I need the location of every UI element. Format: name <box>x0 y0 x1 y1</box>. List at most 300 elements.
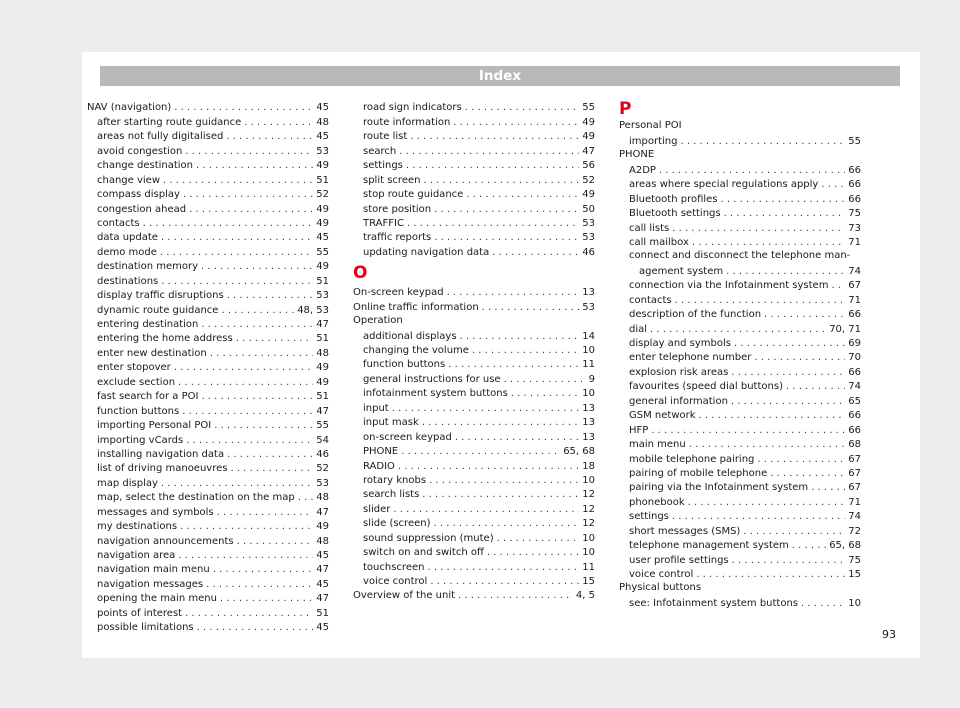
index-section-letter: O <box>353 262 368 283</box>
index-entry-term: see: Infotainment system buttons <box>629 597 799 609</box>
index-entry <box>619 321 861 335</box>
index-entry <box>353 559 595 573</box>
index-entry-term: change destination <box>97 160 194 172</box>
index-entry-page-ref: 12 <box>582 489 595 501</box>
index-column-2 <box>353 100 595 602</box>
index-entry-leader-dots <box>196 159 313 172</box>
index-entry-leader-dots <box>786 380 845 393</box>
index-entry <box>87 576 329 590</box>
index-entry-leader-dots <box>504 373 586 386</box>
index-entry <box>619 177 861 191</box>
index-entry <box>87 418 329 432</box>
index-entry-leader-dots <box>210 347 314 360</box>
index-entry-leader-dots <box>226 130 313 143</box>
index-entry <box>353 158 595 172</box>
index-entry-term: messages and symbols <box>97 506 214 518</box>
index-entry <box>619 364 861 378</box>
index-entry-page-ref: 45 <box>316 102 329 114</box>
index-entry <box>619 523 861 537</box>
index-entry-term: RADIO <box>363 460 395 472</box>
index-entry-term: search <box>363 145 397 157</box>
index-entry-term: A2DP <box>629 164 656 176</box>
index-entry <box>353 444 595 458</box>
index-entry <box>353 230 595 244</box>
index-entry-term: agement system <box>639 265 724 277</box>
index-entry-term: voice control <box>363 576 428 587</box>
index-entry <box>87 187 329 201</box>
index-entry-term: touchscreen <box>363 561 425 573</box>
page-number: 93 <box>882 628 896 641</box>
index-entry <box>87 288 329 302</box>
index-entry <box>87 504 329 518</box>
index-entry-page-ref: 45 <box>316 232 329 244</box>
index-entry-term: list of driving manoeuvres <box>97 463 228 475</box>
index-entry <box>87 533 329 547</box>
index-entry-leader-dots <box>754 351 845 364</box>
index-entry-page-ref: 55 <box>848 135 861 147</box>
index-entry-term: rotary knobs <box>363 474 427 486</box>
index-entry-page-ref: 10 <box>848 597 861 609</box>
index-entry-leader-dots <box>511 387 579 400</box>
index-heading: PHONE <box>619 148 655 160</box>
index-entry <box>353 100 595 114</box>
index-entry-leader-dots <box>675 294 846 307</box>
index-entry <box>619 437 861 451</box>
index-entry-page-ref: 67 <box>848 280 861 292</box>
index-entry-page-ref: 53 <box>582 301 595 313</box>
index-entry <box>619 552 861 566</box>
page-header-title: Index <box>100 66 900 86</box>
index-entry-leader-dots <box>237 535 314 548</box>
index-entry-leader-dots <box>197 621 314 634</box>
index-entry <box>87 158 329 172</box>
index-entry-term: route information <box>363 116 451 128</box>
index-entry-leader-dots <box>732 554 846 567</box>
index-entry-leader-dots <box>487 546 579 559</box>
index-entry-term: opening the main menu <box>97 593 217 605</box>
index-entry <box>619 494 861 508</box>
index-entry-leader-dots <box>801 597 845 610</box>
index-heading: Operation <box>353 314 403 326</box>
index-entry-term: PHONE <box>363 446 399 458</box>
index-entry <box>353 343 595 357</box>
index-entry <box>353 129 595 143</box>
index-entry-page-ref: 12 <box>582 518 595 530</box>
index-entry <box>619 567 861 581</box>
index-entry-page-ref: 65 <box>848 395 861 407</box>
index-entry-leader-dots <box>764 308 845 321</box>
index-entry <box>87 216 329 230</box>
index-entry <box>619 595 861 609</box>
index-entry-term: on-screen keypad <box>363 431 452 443</box>
index-entry-term: areas not fully digitalised <box>97 131 224 143</box>
index-entry-leader-dots <box>434 517 580 530</box>
index-entry <box>87 374 329 388</box>
index-entry-leader-dots <box>743 525 845 538</box>
index-entry-leader-dots <box>399 145 579 158</box>
index-entry-page-ref: 49 <box>316 362 329 374</box>
index-entry-term: sound suppression (mute) <box>363 532 494 544</box>
index-entry-term: destinations <box>97 275 159 287</box>
index-entry-page-ref: 10 <box>582 345 595 356</box>
index-entry-term: voice control <box>629 569 694 580</box>
index-entry <box>353 574 595 588</box>
index-entry-page-ref: 66 <box>848 366 861 378</box>
index-entry <box>619 466 861 480</box>
index-heading: connect and disconnect the telephone man- <box>629 249 851 261</box>
index-entry-term: On-screen keypad <box>353 287 444 299</box>
index-entry-term: importing vCards <box>97 434 184 446</box>
index-entry <box>619 162 861 176</box>
index-entry-term: additional displays <box>363 330 457 342</box>
index-entry-term: user profile settings <box>629 554 729 566</box>
index-entry-term: NAV (navigation) <box>87 102 172 114</box>
index-entry-leader-dots <box>455 431 579 444</box>
index-entry-leader-dots <box>434 231 579 244</box>
index-entry-page-ref: 53 <box>316 477 329 489</box>
index-entry-term: enter telephone number <box>629 352 752 364</box>
index-entry <box>87 490 329 504</box>
index-entry <box>619 480 861 494</box>
index-entry-term: Bluetooth profiles <box>629 193 718 205</box>
index-entry-leader-dots <box>659 164 845 177</box>
index-entry-leader-dots <box>161 275 313 288</box>
index-entry-leader-dots <box>472 344 579 357</box>
index-entry-leader-dots <box>401 445 560 458</box>
index-entry <box>87 273 329 287</box>
index-entry-term: slide (screen) <box>363 518 431 530</box>
index-entry-page-ref: 49 <box>582 189 595 201</box>
index-entry-leader-dots <box>407 217 579 230</box>
index-entry-page-ref: 49 <box>316 376 329 388</box>
index-entry <box>619 235 861 249</box>
index-entry-leader-dots <box>650 323 826 336</box>
index-entry <box>87 100 329 114</box>
index-entry-page-ref: 49 <box>316 160 329 172</box>
index-entry-page-ref: 72 <box>848 525 861 537</box>
index-entry-page-ref: 71 <box>848 294 861 306</box>
index-entry-page-ref: 45 <box>316 578 329 590</box>
index-entry-page-ref: 47 <box>316 506 329 518</box>
index-entry-page-ref: 49 <box>316 261 329 273</box>
index-entry-leader-dots <box>831 279 845 292</box>
index-entry-term: switch on and switch off <box>363 547 484 559</box>
index-section-letter: P <box>619 99 632 119</box>
index-entry-term: Overview of the unit <box>353 590 456 602</box>
index-entry <box>353 328 595 342</box>
index-entry-page-ref: 18 <box>582 460 595 472</box>
index-entry-leader-dots <box>185 607 313 620</box>
index-entry-page-ref: 47 <box>316 405 329 417</box>
index-entry-term: congestion ahead <box>97 203 187 215</box>
index-entry-page-ref: 49 <box>582 116 595 128</box>
index-entry-page-ref: 11 <box>582 359 595 371</box>
index-entry-page-ref: 46 <box>582 246 595 258</box>
index-entry-term: navigation area <box>97 550 176 561</box>
index-entry-term: entering the home address <box>97 333 233 345</box>
index-entry-page-ref: 66 <box>848 164 861 176</box>
index-entry-term: settings <box>363 160 403 172</box>
index-entry-term: call mailbox <box>629 236 689 248</box>
index-entry-term: infotainment system buttons <box>363 388 508 400</box>
index-entry-leader-dots <box>227 289 314 302</box>
index-entry-page-ref: 67 <box>848 453 861 465</box>
index-entry-leader-dots <box>163 174 313 187</box>
index-entry-term: explosion risk areas <box>629 366 729 378</box>
index-entry-leader-dots <box>734 337 845 350</box>
index-entry-term: changing the volume <box>363 345 469 356</box>
index-entry-page-ref: 70 <box>848 352 861 364</box>
index-entry-leader-dots <box>770 467 845 480</box>
index-entry-term: areas where special regulations apply <box>629 179 819 191</box>
index-entry-leader-dots <box>143 217 314 230</box>
index-entry-term: contacts <box>97 217 140 229</box>
index-entry-term: phonebook <box>629 496 685 508</box>
index-entry-page-ref: 53 <box>582 232 595 244</box>
index-entry-page-ref: 67 <box>848 467 861 479</box>
index-entry-leader-dots <box>244 116 313 129</box>
index-entry-leader-dots <box>406 159 579 172</box>
index-entry-leader-dots <box>178 549 313 562</box>
index-entry-page-ref: 74 <box>848 381 861 393</box>
index-column-1 <box>87 100 329 634</box>
index-entry-term: navigation messages <box>97 578 204 590</box>
index-entry-leader-dots <box>688 496 846 509</box>
index-entry-leader-dots <box>161 231 313 244</box>
index-entry-leader-dots <box>161 477 313 490</box>
index-entry-leader-dots <box>410 130 579 143</box>
index-entry-page-ref: 55 <box>316 420 329 432</box>
index-entry-term: enter new destination <box>97 347 207 359</box>
index-entry-term: installing navigation data <box>97 448 225 460</box>
index-entry-term: HFP <box>629 424 649 436</box>
index-entry <box>619 393 861 407</box>
index-column-3 <box>619 100 861 610</box>
index-entry-page-ref: 14 <box>582 330 595 342</box>
index-entry-leader-dots <box>186 434 313 447</box>
index-entry <box>353 400 595 414</box>
index-entry-leader-dots <box>696 568 845 581</box>
index-entry-page-ref: 48 <box>316 535 329 547</box>
index-entry-page-ref: 9 <box>588 373 595 385</box>
index-entry-page-ref: 51 <box>316 333 329 345</box>
index-entry-term: compass display <box>97 189 180 201</box>
index-entry <box>87 244 329 258</box>
index-entry-page-ref: 48 <box>316 492 329 504</box>
index-entry-term: input mask <box>363 417 419 429</box>
index-entry-term: exclude section <box>97 376 176 388</box>
index-entry <box>353 172 595 186</box>
index-entry-page-ref: 51 <box>316 391 329 403</box>
index-entry-page-ref: 67 <box>848 482 861 494</box>
index-entry-leader-dots <box>447 286 580 299</box>
index-entry <box>87 129 329 143</box>
index-entry-leader-dots <box>423 174 579 187</box>
index-entry-term: contacts <box>629 294 672 306</box>
index-entry <box>353 216 595 230</box>
index-entry-page-ref: 47 <box>316 319 329 330</box>
index-heading: Physical buttons <box>619 582 702 593</box>
index-entry-term: map, select the destination on the map <box>97 492 295 504</box>
index-entry-page-ref: 75 <box>848 208 861 220</box>
index-entry-leader-dots <box>178 376 313 389</box>
index-entry-page-ref: 51 <box>316 275 329 287</box>
index-entry <box>353 244 595 258</box>
index-entry <box>619 191 861 205</box>
index-entry-page-ref: 68 <box>848 439 861 451</box>
index-entry <box>87 548 329 562</box>
index-entry <box>619 350 861 364</box>
index-entry-leader-dots <box>466 188 579 201</box>
index-entry <box>87 562 329 576</box>
index-entry <box>87 447 329 461</box>
index-entry-term: destination memory <box>97 261 198 273</box>
index-entry-leader-dots <box>492 246 579 259</box>
index-entry-page-ref: 13 <box>582 287 595 299</box>
index-entry-page-ref: 47 <box>582 145 595 157</box>
index-entry-page-ref: 51 <box>316 607 329 619</box>
index-entry-term: dynamic route guidance <box>97 304 219 316</box>
index-entry-page-ref: 10 <box>582 474 595 486</box>
index-entry-leader-dots <box>201 390 313 403</box>
index-entry <box>87 475 329 489</box>
index-entry <box>87 360 329 374</box>
index-entry-leader-dots <box>757 453 845 466</box>
index-entry <box>619 538 861 552</box>
index-entry-term: general instructions for use <box>363 373 501 385</box>
index-entry-leader-dots <box>201 318 313 331</box>
index-entry-term: slider <box>363 503 391 515</box>
index-entry <box>619 206 861 220</box>
index-entry-page-ref: 11 <box>582 561 595 573</box>
index-entry-page-ref: 49 <box>316 203 329 215</box>
index-entry-page-ref: 45 <box>316 131 329 143</box>
index-entry-term: function buttons <box>363 359 446 371</box>
index-entry <box>619 336 861 350</box>
index-heading: Personal POI <box>619 120 682 131</box>
index-entry-leader-dots <box>185 145 313 158</box>
index-entry-term: dial <box>629 323 648 335</box>
index-entry-leader-dots <box>206 578 313 591</box>
index-entry-leader-dots <box>217 506 314 519</box>
index-entry-page-ref: 48 <box>316 116 329 128</box>
index-entry <box>619 307 861 321</box>
index-entry-leader-dots <box>460 330 580 343</box>
index-entry-leader-dots <box>497 532 580 545</box>
index-entry <box>619 292 861 306</box>
index-entry-term: Online traffic information <box>353 301 479 313</box>
index-entry <box>87 591 329 605</box>
index-entry-leader-dots <box>174 361 314 374</box>
index-entry-page-ref: 75 <box>848 554 861 566</box>
index-entry-leader-dots <box>298 491 314 504</box>
index-entry-page-ref: 53 <box>316 290 329 302</box>
index-entry-term: data update <box>97 232 158 244</box>
index-entry <box>619 379 861 393</box>
index-entry-page-ref: 13 <box>582 417 595 429</box>
index-entry-leader-dots <box>724 207 846 220</box>
index-entry-term: my destinations <box>97 521 178 533</box>
index-entry-leader-dots <box>230 462 313 475</box>
index-entry-term: route list <box>363 131 408 143</box>
index-entry-leader-dots <box>482 301 580 314</box>
index-entry-leader-dots <box>811 481 845 494</box>
index-entry-leader-dots <box>393 503 579 516</box>
index-entry <box>353 501 595 515</box>
index-entry-leader-dots <box>672 510 845 523</box>
index-entry-leader-dots <box>213 563 314 576</box>
index-entry-term: main menu <box>629 439 686 451</box>
index-entry <box>87 345 329 359</box>
index-entry-leader-dots <box>422 488 579 501</box>
index-entry-page-ref: 15 <box>582 576 595 587</box>
index-entry-leader-dots <box>726 265 845 278</box>
index-entry-term: split screen <box>363 174 421 186</box>
index-entry-leader-dots <box>174 101 313 114</box>
index-entry-page-ref: 55 <box>316 246 329 258</box>
index-entry <box>353 415 595 429</box>
index-entry-page-ref: 50 <box>582 203 595 215</box>
index-entry-page-ref: 12 <box>582 503 595 515</box>
index-entry-term: display and symbols <box>629 338 732 349</box>
index-entry <box>87 302 329 316</box>
index-entry <box>619 422 861 436</box>
index-entry <box>353 429 595 443</box>
index-entry-leader-dots <box>453 116 579 129</box>
index-entry-term: entering destination <box>97 319 199 330</box>
index-entry-leader-dots <box>392 402 580 415</box>
index-entry-term: enter stopover <box>97 362 171 374</box>
index-entry-term: settings <box>629 511 669 523</box>
index-entry-leader-dots <box>427 561 579 574</box>
index-entry <box>87 620 329 634</box>
index-entry-term: traffic reports <box>363 232 432 244</box>
index-entry-term: function buttons <box>97 405 180 417</box>
index-entry-leader-dots <box>180 520 313 533</box>
index-entry-page-ref: 49 <box>316 521 329 533</box>
index-entry <box>353 458 595 472</box>
index-entry <box>87 403 329 417</box>
index-entry <box>87 114 329 128</box>
index-entry-leader-dots <box>201 260 313 273</box>
index-entry <box>87 605 329 619</box>
index-entry <box>353 285 595 299</box>
index-entry-page-ref: 49 <box>316 217 329 229</box>
index-entry-term: after starting route guidance <box>97 116 242 128</box>
index-entry-page-ref: 15 <box>848 569 861 580</box>
index-entry-leader-dots <box>651 424 845 437</box>
index-entry-page-ref: 49 <box>582 131 595 143</box>
index-entry <box>353 386 595 400</box>
index-entry <box>87 519 329 533</box>
index-entry <box>87 201 329 215</box>
index-entry-page-ref: 47 <box>316 564 329 576</box>
index-entry-page-ref: 71 <box>848 496 861 508</box>
index-entry-page-ref: 52 <box>316 463 329 475</box>
index-entry-term: store position <box>363 203 432 215</box>
index-entry <box>87 317 329 331</box>
index-entry-term: possible limitations <box>97 622 194 634</box>
index-entry-page-ref: 56 <box>582 160 595 172</box>
index-entry-term: search lists <box>363 489 420 501</box>
index-entry-page-ref: 47 <box>316 593 329 605</box>
index-entry <box>87 461 329 475</box>
index-entry-leader-dots <box>236 332 314 345</box>
index-entry <box>619 220 861 234</box>
index-entry-leader-dots <box>189 203 313 216</box>
index-entry-page-ref: 51 <box>316 174 329 186</box>
index-entry-leader-dots <box>221 304 294 317</box>
